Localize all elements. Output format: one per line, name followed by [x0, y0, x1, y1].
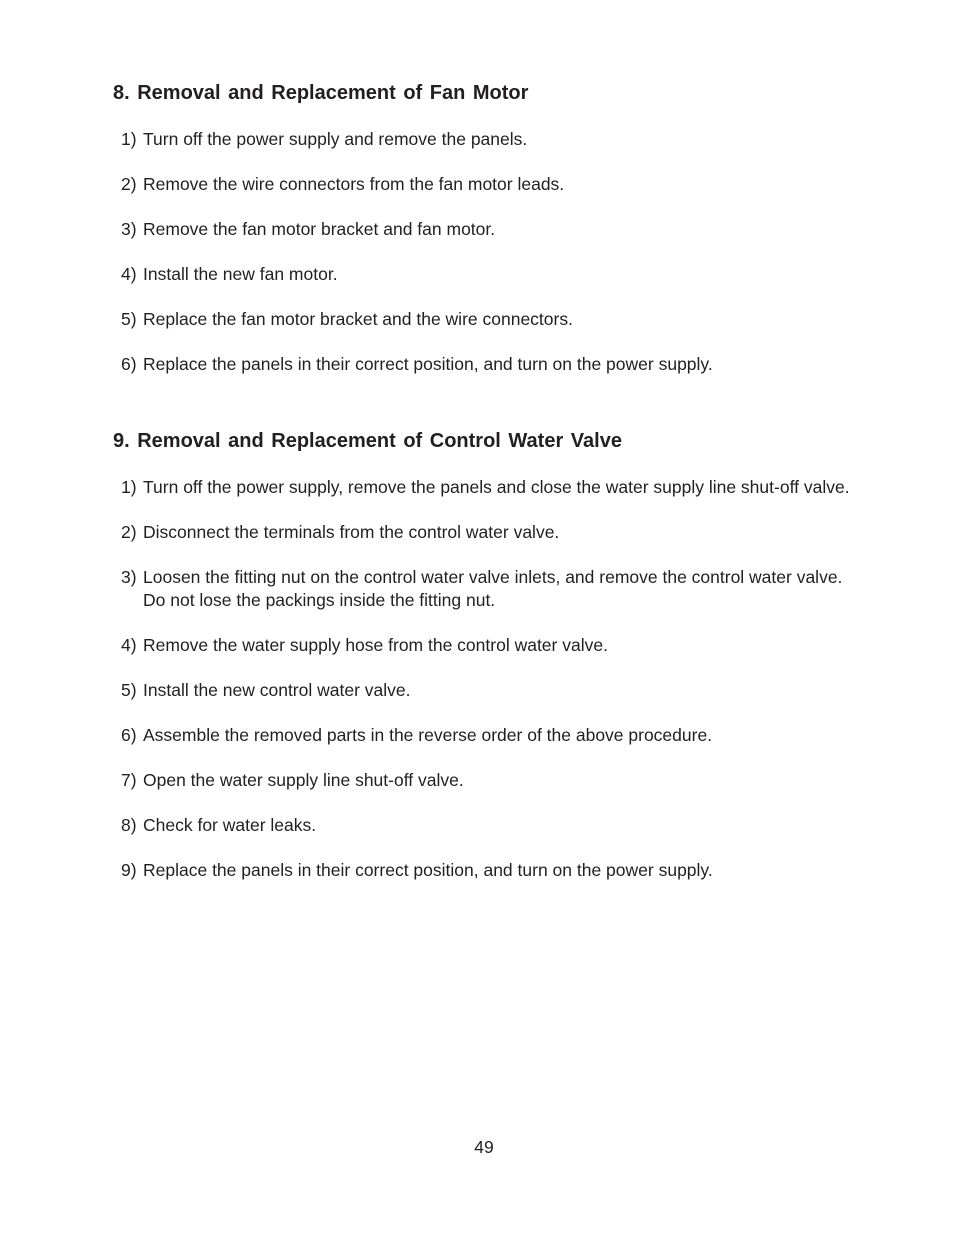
step-item	[0, 566, 954, 612]
step-text: Install the new control water valve.	[143, 680, 411, 700]
step-list	[0, 476, 954, 882]
step-text: Disconnect the terminals from the control water valve.	[143, 522, 560, 542]
step-item	[0, 769, 954, 792]
section-heading: 8. Removal and Replacement of Fan Motor	[113, 82, 529, 104]
step-number: 2)	[121, 522, 137, 542]
step-text: Loosen the fitting nut on the control water valve inlets, and remove the control water valve. Do not lose the packings inside the fitting nut.	[143, 567, 843, 610]
step-text: Remove the water supply hose from the control water valve.	[143, 635, 608, 655]
step-text: Open the water supply line shut-off valve.	[143, 770, 464, 790]
step-item	[0, 521, 954, 544]
step-number: 6)	[121, 354, 137, 374]
step-item	[0, 814, 954, 837]
step-text: Turn off the power supply, remove the panels and close the water supply line shut-off valve.	[143, 477, 850, 497]
step-item	[0, 308, 954, 331]
section-control-water-valve	[0, 428, 954, 904]
step-number: 4)	[121, 264, 137, 284]
step-number: 5)	[121, 309, 137, 329]
step-item	[0, 128, 954, 151]
step-text: Check for water leaks.	[143, 815, 317, 835]
step-number: 9)	[121, 860, 137, 880]
step-item	[0, 634, 954, 657]
section-heading: 9. Removal and Replacement of Control Water Valve	[113, 430, 622, 452]
step-text: Assemble the removed parts in the reverse order of the above procedure.	[143, 725, 713, 745]
step-number: 1)	[121, 129, 137, 149]
step-text: Remove the fan motor bracket and fan motor.	[143, 219, 496, 239]
step-number: 5)	[121, 680, 137, 700]
step-item	[0, 263, 954, 286]
step-number: 3)	[121, 219, 137, 239]
step-text: Install the new fan motor.	[143, 264, 338, 284]
step-text: Remove the wire connectors from the fan motor leads.	[143, 174, 565, 194]
step-item	[0, 679, 954, 702]
step-item	[0, 859, 954, 882]
step-text: Replace the panels in their correct position, and turn on the power supply.	[143, 860, 713, 880]
step-number: 7)	[121, 770, 137, 790]
page-number: 49	[474, 1137, 494, 1157]
step-item	[0, 476, 954, 499]
step-number: 3)	[121, 567, 137, 587]
section-fan-motor	[0, 80, 954, 398]
step-item	[0, 724, 954, 747]
step-text: Replace the fan motor bracket and the wire connectors.	[143, 309, 573, 329]
step-list	[0, 128, 954, 376]
step-number: 6)	[121, 725, 137, 745]
step-number: 8)	[121, 815, 137, 835]
step-text: Replace the panels in their correct position, and turn on the power supply.	[143, 354, 713, 374]
step-item	[0, 173, 954, 196]
step-number: 1)	[121, 477, 137, 497]
step-number: 4)	[121, 635, 137, 655]
step-number: 2)	[121, 174, 137, 194]
step-item	[0, 353, 954, 376]
step-text: Turn off the power supply and remove the panels.	[143, 129, 528, 149]
step-item	[0, 218, 954, 241]
